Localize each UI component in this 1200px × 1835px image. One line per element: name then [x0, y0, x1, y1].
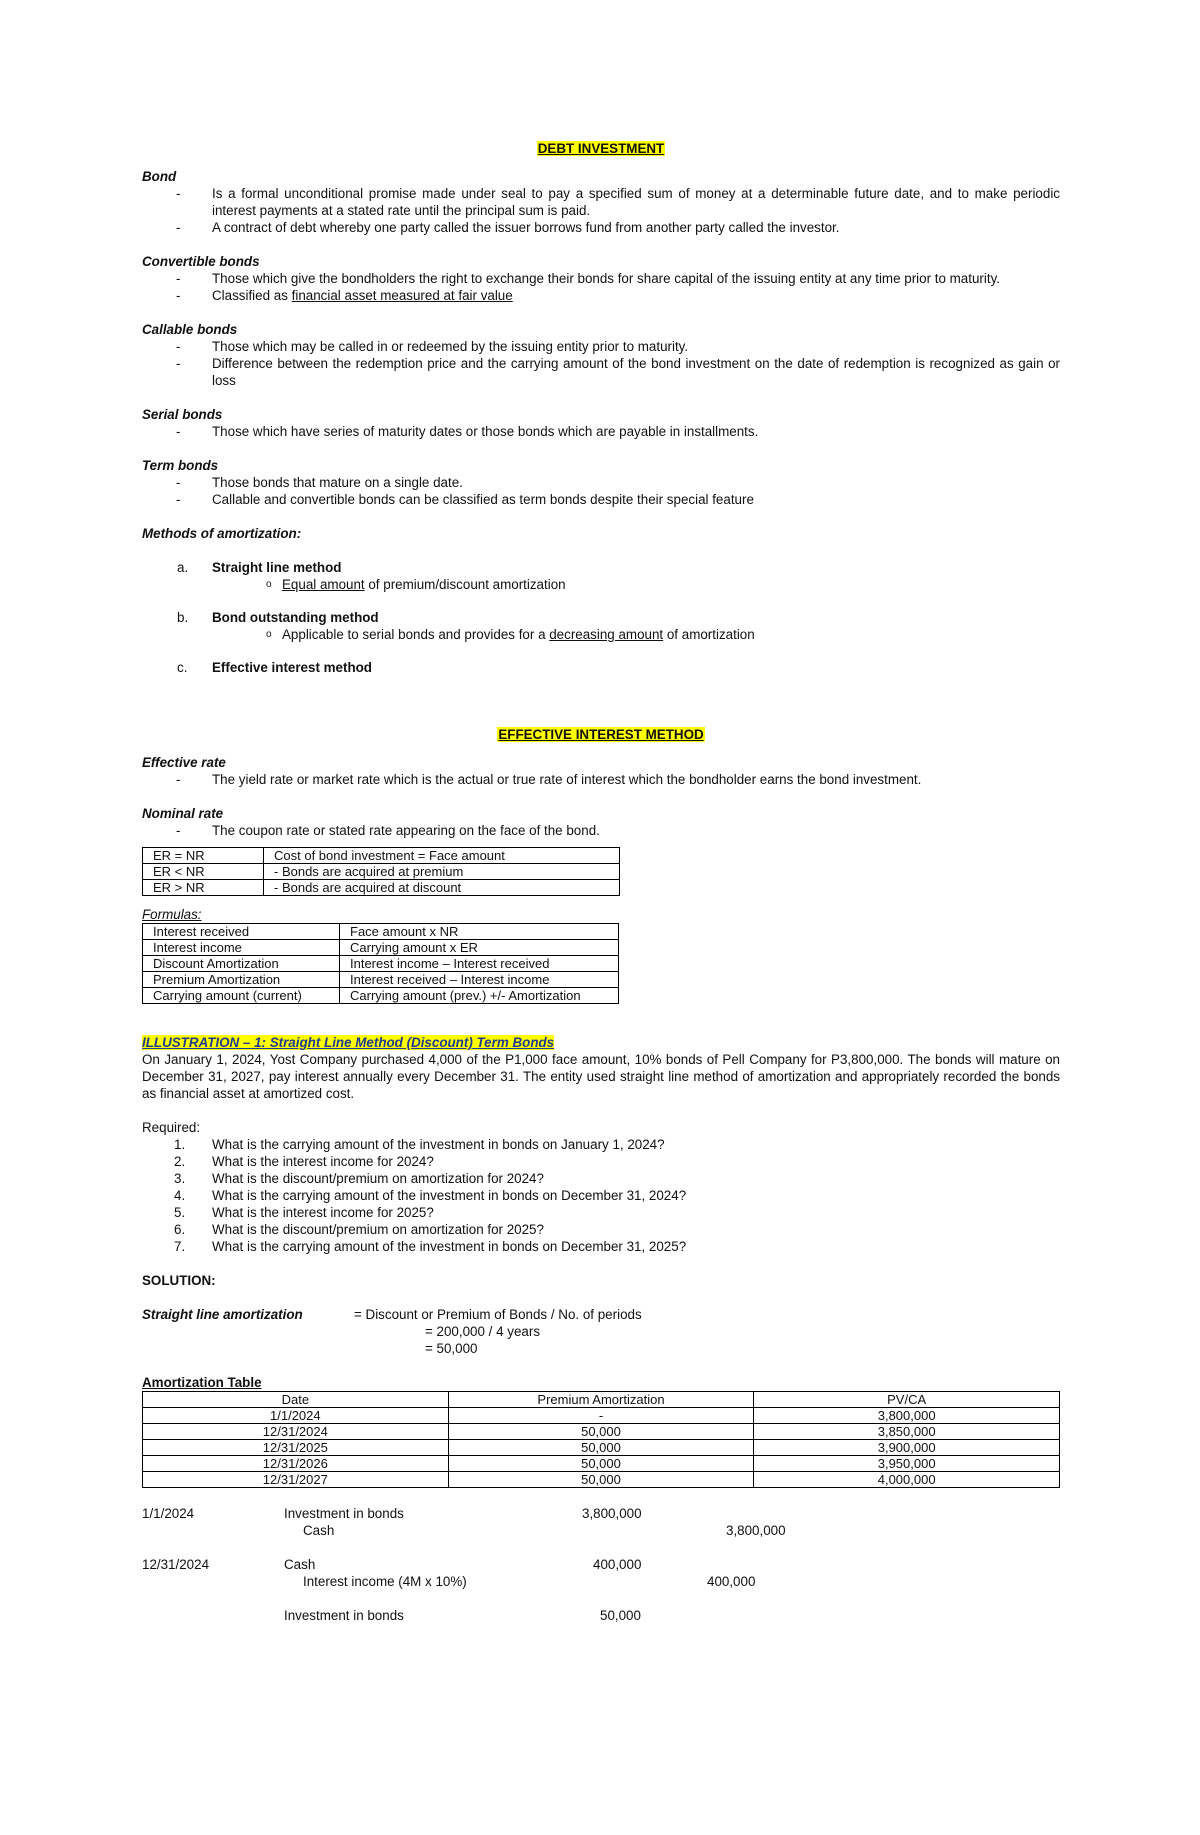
illustration-title: ILLUSTRATION – 1: Straight Line Method (Discount) Term Bonds [142, 1035, 555, 1050]
section-nominal-rate [142, 805, 1060, 839]
table-row [143, 924, 619, 940]
table-row [143, 1408, 1060, 1424]
table-cell: 50,000 [448, 1456, 754, 1472]
table-row [143, 848, 620, 864]
list-item: - Those which have series of maturity dates or those bonds which are payable in installments. [142, 423, 1060, 440]
er-nr-table [142, 847, 620, 896]
table-cell: Carrying amount (current) [143, 988, 340, 1004]
table-cell: ER < NR [143, 864, 264, 880]
document-page [142, 140, 1060, 1624]
table-cell: 3,900,000 [754, 1440, 1060, 1456]
table-cell: 12/31/2024 [143, 1424, 449, 1440]
question-text: What is the carrying amount of the investment in bonds on January 1, 2024? [212, 1137, 665, 1152]
title-effective-interest-method: EFFECTIVE INTEREST METHOD [498, 727, 704, 742]
column-header: Premium Amortization [448, 1392, 754, 1408]
question-text: What is the discount/premium on amortization for 2025? [212, 1222, 544, 1237]
bullet-list [142, 338, 1060, 389]
list-item: 7. What is the carrying amount of the investment in bonds on December 31, 2025? [174, 1239, 687, 1254]
table-cell: 12/31/2026 [143, 1456, 449, 1472]
journal-credit: 3,800,000 [726, 1523, 786, 1538]
section-heading: Term bonds [142, 458, 219, 473]
method-item [142, 609, 1060, 626]
journal-account: Investment in bonds [284, 1608, 404, 1623]
journal-entries [142, 1505, 1060, 1624]
table-cell: 4,000,000 [754, 1472, 1060, 1488]
journal-row [142, 1539, 1060, 1556]
section-convertible [142, 253, 1060, 304]
list-item: - Difference between the redemption price and the carrying amount of the bond investment on the date of redemption is recognized as gain or loss [142, 355, 1060, 389]
list-item: 4. What is the carrying amount of the investment in bonds on December 31, 2024? [174, 1188, 687, 1203]
question-text: What is the discount/premium on amortization for 2024? [212, 1171, 544, 1186]
methods-list [142, 609, 1060, 626]
text-span: Applicable to serial bonds and provides for a [282, 627, 550, 642]
table-row [143, 940, 619, 956]
formula-row [142, 1306, 1060, 1323]
table-cell: 50,000 [448, 1440, 754, 1456]
list-item: - Those which give the bondholders the right to exchange their bonds for share capital of the issuing entity at any time prior to maturity. [142, 270, 1060, 287]
bullet-list [142, 474, 1060, 508]
sl-line: = Discount or Premium of Bonds / No. of periods [354, 1307, 642, 1322]
table-cell: Carrying amount (prev.) +/- Amortization [340, 988, 619, 1004]
section-heading: Callable bonds [142, 322, 238, 337]
list-item: - The yield rate or market rate which is the actual or true rate of interest which the bondholder earns the bond investment. [142, 771, 1060, 788]
section-effective-rate [142, 754, 1060, 788]
amortization-table [142, 1391, 1060, 1488]
table-cell: - Bonds are acquired at discount [264, 880, 620, 896]
journal-debit: 3,800,000 [582, 1506, 642, 1521]
method-label: Effective interest method [212, 660, 372, 675]
table-cell: Discount Amortization [143, 956, 340, 972]
list-item [142, 287, 1060, 304]
table-cell: ER = NR [143, 848, 264, 864]
list-item: 5. What is the interest income for 2025? [174, 1205, 434, 1220]
table-cell: 3,950,000 [754, 1456, 1060, 1472]
table-cell: ER > NR [143, 880, 264, 896]
illustration-text: On January 1, 2024, Yost Company purchased 4,000 of the P1,000 face amount, 10% bonds of Pell Company for P3,800,000. The bonds will mature on December 31, 2027, pay interest annually every December 31. The entity used straight line method of amortization and appropriately recorded the bonds as financial asset at amortized cost. [142, 1052, 1060, 1101]
table-cell: Interest received [143, 924, 340, 940]
section-methods [142, 525, 1060, 676]
table-row [143, 880, 620, 896]
bullet-list [142, 423, 1060, 440]
table-row [143, 1456, 1060, 1472]
text-span: of premium/discount amortization [364, 577, 566, 592]
sl-line: = 50,000 [425, 1341, 478, 1356]
journal-debit: 400,000 [593, 1557, 642, 1572]
formulas-table [142, 923, 619, 1004]
list-item: 6. What is the discount/premium on amortization for 2025? [174, 1222, 544, 1237]
section-term [142, 457, 1060, 508]
list-marker: c. [177, 660, 188, 675]
table-cell: - Bonds are acquired at premium [264, 864, 620, 880]
question-text: What is the interest income for 2024? [212, 1154, 434, 1169]
table-cell: 12/31/2025 [143, 1440, 449, 1456]
table-cell: Interest income – Interest received [340, 956, 619, 972]
bullet-list [142, 771, 1060, 788]
table-cell: Premium Amortization [143, 972, 340, 988]
amort-table-heading: Amortization Table [142, 1375, 262, 1390]
section-heading: Convertible bonds [142, 254, 260, 269]
journal-row [142, 1505, 1060, 1522]
table-row [143, 1440, 1060, 1456]
table-cell: Interest income [143, 940, 340, 956]
methods-list [142, 659, 1060, 676]
method-item [142, 659, 1060, 676]
journal-row [142, 1556, 1060, 1573]
journal-row [142, 1522, 1060, 1539]
sl-label: Straight line amortization [142, 1307, 303, 1322]
list-item: - Those bonds that mature on a single date. [142, 474, 1060, 491]
section-heading: Effective rate [142, 755, 226, 770]
required-label: Required: [142, 1120, 201, 1135]
table-cell: Interest received – Interest income [340, 972, 619, 988]
journal-account: Cash [303, 1523, 335, 1538]
table-row [143, 864, 620, 880]
journal-row [142, 1607, 1060, 1624]
table-row [143, 988, 619, 1004]
table-cell: Face amount x NR [340, 924, 619, 940]
formula-row [142, 1323, 1060, 1340]
underlined-text: decreasing amount [549, 627, 664, 642]
list-item: 2. What is the interest income for 2024? [174, 1154, 434, 1169]
table-row [143, 956, 619, 972]
journal-account: Cash [284, 1557, 316, 1572]
list-item: - Is a formal unconditional promise made under seal to pay a specified sum of money at a determinable future date, and to make periodic interest payments at a stated rate until the principal sum is paid. [142, 185, 1060, 219]
list-marker: b. [177, 610, 189, 625]
journal-row [142, 1573, 1060, 1590]
table-cell: 3,850,000 [754, 1424, 1060, 1440]
section-heading: Bond [142, 169, 177, 184]
journal-account: Interest income (4M x 10%) [303, 1574, 467, 1589]
sub-bullet [142, 576, 1060, 593]
table-row [143, 1424, 1060, 1440]
question-text: What is the carrying amount of the investment in bonds on December 31, 2025? [212, 1239, 687, 1254]
journal-date: 12/31/2024 [142, 1557, 210, 1572]
question-text: What is the carrying amount of the investment in bonds on December 31, 2024? [212, 1188, 687, 1203]
journal-account: Investment in bonds [284, 1506, 404, 1521]
circle-bullet-icon: o [266, 579, 272, 590]
section-callable [142, 321, 1060, 389]
section-illustration [142, 1034, 1060, 1357]
bullet-list [142, 185, 1060, 236]
underlined-text: financial asset measured at fair value [291, 288, 513, 303]
method-label: Bond outstanding method [212, 610, 379, 625]
title-debt-investment: DEBT INVESTMENT [537, 141, 665, 156]
journal-row [142, 1590, 1060, 1607]
table-cell: 50,000 [448, 1424, 754, 1440]
formulas-heading: Formulas: [142, 907, 202, 922]
table-cell: 3,800,000 [754, 1408, 1060, 1424]
bullet-list [142, 822, 1060, 839]
questions-list [142, 1136, 1060, 1255]
table-header-row [143, 1392, 1060, 1408]
list-marker: a. [177, 560, 189, 575]
question-text: What is the interest income for 2025? [212, 1205, 434, 1220]
section-serial [142, 406, 1060, 440]
list-item: - The coupon rate or stated rate appearing on the face of the bond. [142, 822, 1060, 839]
table-row [143, 972, 619, 988]
journal-debit: 50,000 [600, 1608, 641, 1623]
column-header: Date [143, 1392, 449, 1408]
table-cell: 12/31/2027 [143, 1472, 449, 1488]
section-bond [142, 168, 1060, 236]
column-header: PV/CA [754, 1392, 1060, 1408]
list-item: - Callable and convertible bonds can be classified as term bonds despite their special feature [142, 491, 1060, 508]
list-item: - A contract of debt whereby one party called the issuer borrows fund from another party called the investor. [142, 219, 1060, 236]
text-span: of amortization [663, 627, 755, 642]
method-item [142, 559, 1060, 576]
method-label: Straight line method [212, 560, 342, 575]
list-item: 1. What is the carrying amount of the investment in bonds on January 1, 2024? [174, 1137, 665, 1152]
circle-bullet-icon: o [266, 629, 272, 640]
table-cell: Carrying amount x ER [340, 940, 619, 956]
table-cell: Cost of bond investment = Face amount [264, 848, 620, 864]
journal-date: 1/1/2024 [142, 1506, 195, 1521]
table-cell: - [448, 1408, 754, 1424]
methods-list [142, 559, 1060, 576]
table-cell: 50,000 [448, 1472, 754, 1488]
section-heading: Serial bonds [142, 407, 223, 422]
section-heading: Nominal rate [142, 806, 224, 821]
section-heading: Methods of amortization: [142, 526, 302, 541]
table-cell: 1/1/2024 [143, 1408, 449, 1424]
sub-bullet [142, 626, 1060, 643]
text-span: Classified as [212, 288, 292, 303]
underlined-text: Equal amount [282, 577, 365, 592]
formula-row [142, 1340, 1060, 1357]
sl-line: = 200,000 / 4 years [425, 1324, 541, 1339]
list-item: - Those which may be called in or redeemed by the issuing entity prior to maturity. [142, 338, 1060, 355]
bullet-list [142, 270, 1060, 304]
journal-credit: 400,000 [707, 1574, 756, 1589]
solution-label: SOLUTION: [142, 1273, 216, 1288]
list-item: 3. What is the discount/premium on amortization for 2024? [174, 1171, 544, 1186]
table-row [143, 1472, 1060, 1488]
